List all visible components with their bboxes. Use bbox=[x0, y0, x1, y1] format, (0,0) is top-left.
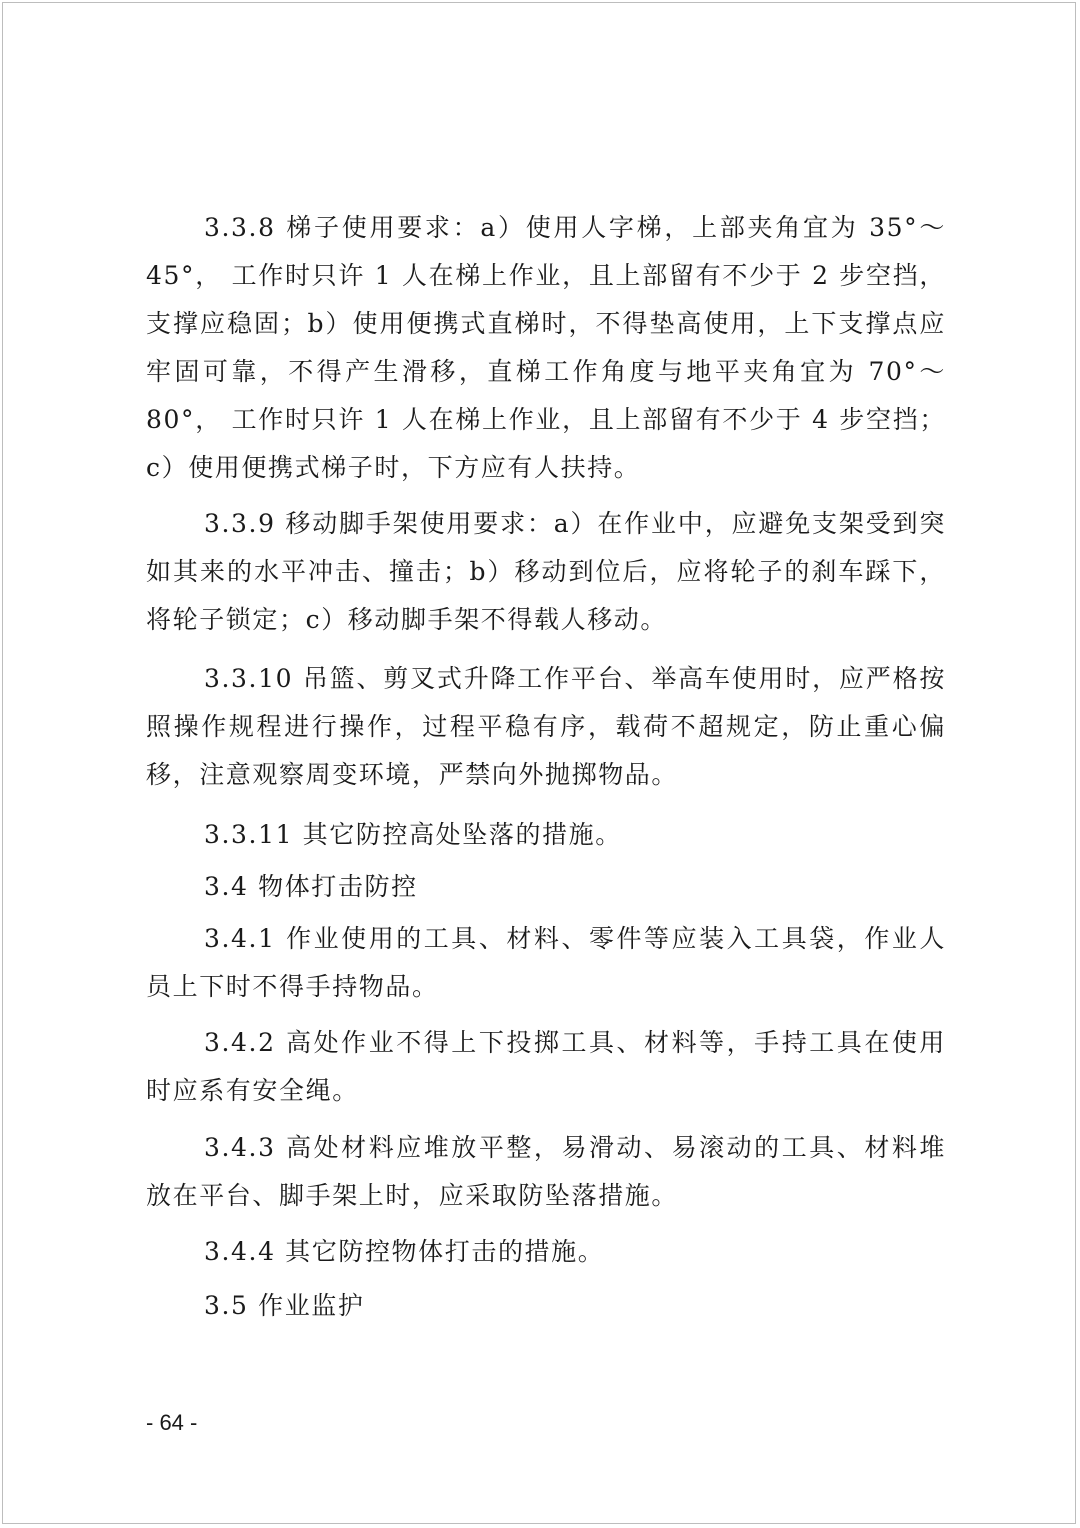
paragraph-3-4-4: 3.4.4 其它防控物体打击的措施。 bbox=[204, 1237, 605, 1266]
paragraph-3-4-3: 3.4.3 高处材料应堆放平整，易滑动、易滚动的工具、材料堆放在平台、脚手架上时，应采取防坠落措施。 bbox=[146, 1133, 946, 1210]
paragraph-3-4-2: 3.4.2 高处作业不得上下投掷工具、材料等，手持工具在使用时应系有安全绳。 bbox=[146, 1028, 946, 1105]
page-number: - 64 - bbox=[146, 1410, 198, 1435]
paragraph-3-3-8: 3.3.8 梯子使用要求：a）使用人字梯，上部夹角宜为 35°～45°， 工作时只许 1 人在梯上作业，且上部留有不少于 2 步空挡，支撑应稳固；b）使用便携式直梯时，不得垫高使用，上下支撑点应牢固可靠，不得产生滑移，直梯工作角度与地平夹角宜为 70°～80°， 工作时只许 1 人在梯上作业，且上部留有不少于 4 步空挡；c）使用便携式梯子时，下方应有人扶持。 bbox=[146, 213, 946, 482]
paragraph-3-3-9: 3.3.9 移动脚手架使用要求：a）在作业中，应避免支架受到突如其来的水平冲击、撞击；b）移动到位后，应将轮子的刹车踩下，将轮子锁定；c）移动脚手架不得载人移动。 bbox=[146, 509, 946, 634]
paragraph-3-4-1: 3.4.1 作业使用的工具、材料、零件等应装入工具袋，作业人员上下时不得手持物品。 bbox=[146, 924, 946, 1001]
section-heading-3-5: 3.5 作业监护 bbox=[204, 1291, 365, 1320]
document-body bbox=[146, 204, 946, 1330]
paragraph-3-3-11: 3.3.11 其它防控高处坠落的措施。 bbox=[204, 820, 622, 849]
section-heading-3-4: 3.4 物体打击防控 bbox=[204, 872, 418, 901]
paragraph-3-3-10: 3.3.10 吊篮、剪叉式升降工作平台、举高车使用时，应严格按照操作规程进行操作，过程平稳有序，载荷不超规定，防止重心偏移，注意观察周变环境，严禁向外抛掷物品。 bbox=[146, 664, 946, 789]
